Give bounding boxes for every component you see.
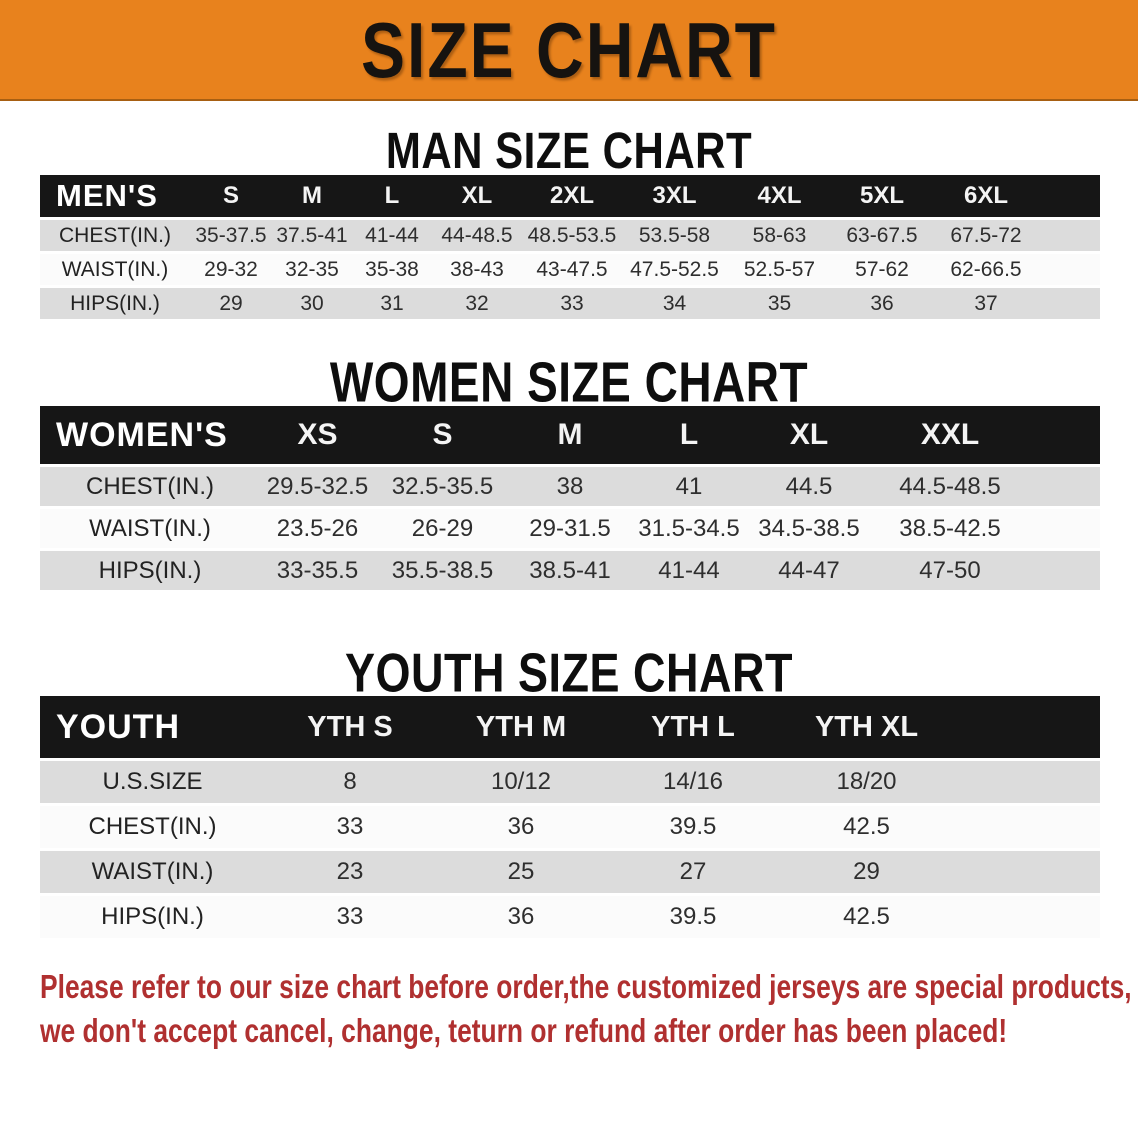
women-header-row bbox=[40, 406, 1100, 466]
size-value: 42.5 bbox=[779, 895, 954, 940]
size-value: 10/12 bbox=[435, 760, 607, 805]
column-header: YTH S bbox=[265, 696, 435, 760]
table-row bbox=[40, 895, 1100, 940]
column-header: L bbox=[352, 175, 432, 219]
column-header: YTH XL bbox=[779, 696, 954, 760]
filler-cell bbox=[1030, 550, 1100, 592]
size-value: 38.5-41 bbox=[510, 550, 630, 592]
table-row bbox=[40, 760, 1100, 805]
size-value: 29.5-32.5 bbox=[260, 466, 375, 508]
size-value: 44-47 bbox=[748, 550, 870, 592]
column-header: XL bbox=[748, 406, 870, 466]
disclaimer-line-1: Please refer to our size chart before order,the customized jerseys are special products, bbox=[40, 968, 1132, 1005]
size-value: 36 bbox=[435, 805, 607, 850]
size-value: 35-37.5 bbox=[190, 219, 272, 253]
section-title-youth bbox=[0, 641, 1138, 704]
size-value: 67.5-72 bbox=[932, 219, 1040, 253]
disclaimer-note bbox=[40, 965, 1138, 1053]
size-value: 29 bbox=[190, 287, 272, 321]
size-value: 23 bbox=[265, 850, 435, 895]
filler-cell bbox=[1030, 406, 1100, 466]
size-value: 44-48.5 bbox=[432, 219, 522, 253]
row-label: U.S.SIZE bbox=[40, 760, 265, 805]
disclaimer-line-2: we don't accept cancel, change, teturn or refund after order has been placed! bbox=[40, 1012, 1008, 1049]
filler-cell bbox=[954, 850, 1100, 895]
size-value: 38 bbox=[510, 466, 630, 508]
size-value: 48.5-53.5 bbox=[522, 219, 622, 253]
column-header: S bbox=[375, 406, 510, 466]
column-header: YTH M bbox=[435, 696, 607, 760]
men-size-table bbox=[40, 175, 1100, 322]
size-value: 33 bbox=[265, 895, 435, 940]
women-table-label: WOMEN'S bbox=[40, 406, 260, 466]
size-value: 32.5-35.5 bbox=[375, 466, 510, 508]
size-value: 37.5-41 bbox=[272, 219, 352, 253]
youth-header-row bbox=[40, 696, 1100, 760]
size-value: 44.5-48.5 bbox=[870, 466, 1030, 508]
size-value: 23.5-26 bbox=[260, 508, 375, 550]
size-value: 38-43 bbox=[432, 253, 522, 287]
youth-size-table bbox=[40, 696, 1100, 941]
filler-cell bbox=[954, 760, 1100, 805]
size-value: 27 bbox=[607, 850, 779, 895]
size-value: 36 bbox=[832, 287, 932, 321]
size-value: 32-35 bbox=[272, 253, 352, 287]
table-row bbox=[40, 508, 1100, 550]
filler-cell bbox=[954, 895, 1100, 940]
row-label: HIPS(IN.) bbox=[40, 895, 265, 940]
women-size-table bbox=[40, 406, 1100, 593]
size-value: 25 bbox=[435, 850, 607, 895]
table-row bbox=[40, 850, 1100, 895]
table-row bbox=[40, 219, 1100, 253]
size-value: 62-66.5 bbox=[932, 253, 1040, 287]
size-value: 57-62 bbox=[832, 253, 932, 287]
size-value: 14/16 bbox=[607, 760, 779, 805]
column-header: 6XL bbox=[932, 175, 1040, 219]
size-value: 30 bbox=[272, 287, 352, 321]
table-row bbox=[40, 550, 1100, 592]
filler-cell bbox=[954, 805, 1100, 850]
column-header: M bbox=[510, 406, 630, 466]
column-header: 5XL bbox=[832, 175, 932, 219]
size-value: 8 bbox=[265, 760, 435, 805]
size-value: 39.5 bbox=[607, 895, 779, 940]
size-value: 43-47.5 bbox=[522, 253, 622, 287]
filler-cell bbox=[1040, 219, 1100, 253]
size-value: 52.5-57 bbox=[727, 253, 832, 287]
size-value: 34.5-38.5 bbox=[748, 508, 870, 550]
row-label: CHEST(IN.) bbox=[40, 805, 265, 850]
size-value: 18/20 bbox=[779, 760, 954, 805]
column-header: M bbox=[272, 175, 352, 219]
size-value: 47-50 bbox=[870, 550, 1030, 592]
size-value: 26-29 bbox=[375, 508, 510, 550]
size-value: 41-44 bbox=[630, 550, 748, 592]
column-header: XS bbox=[260, 406, 375, 466]
size-value: 36 bbox=[435, 895, 607, 940]
row-label: CHEST(IN.) bbox=[40, 219, 190, 253]
size-value: 29 bbox=[779, 850, 954, 895]
table-row bbox=[40, 466, 1100, 508]
banner-title: SIZE CHART bbox=[361, 5, 777, 94]
table-row bbox=[40, 287, 1100, 321]
youth-table-label: YOUTH bbox=[40, 696, 265, 760]
size-value: 34 bbox=[622, 287, 727, 321]
filler-cell bbox=[1030, 466, 1100, 508]
banner bbox=[0, 0, 1138, 101]
filler-cell bbox=[1030, 508, 1100, 550]
column-header: 3XL bbox=[622, 175, 727, 219]
size-value: 47.5-52.5 bbox=[622, 253, 727, 287]
column-header: XXL bbox=[870, 406, 1030, 466]
filler-cell bbox=[954, 696, 1100, 760]
section-title-man bbox=[0, 121, 1138, 180]
size-value: 42.5 bbox=[779, 805, 954, 850]
table-row bbox=[40, 805, 1100, 850]
size-value: 37 bbox=[932, 287, 1040, 321]
table-row bbox=[40, 253, 1100, 287]
size-value: 39.5 bbox=[607, 805, 779, 850]
size-value: 41-44 bbox=[352, 219, 432, 253]
size-value: 38.5-42.5 bbox=[870, 508, 1030, 550]
size-value: 29-32 bbox=[190, 253, 272, 287]
size-value: 41 bbox=[630, 466, 748, 508]
row-label: HIPS(IN.) bbox=[40, 550, 260, 592]
row-label: WAIST(IN.) bbox=[40, 508, 260, 550]
men-table-label: MEN'S bbox=[40, 175, 190, 219]
column-header: YTH L bbox=[607, 696, 779, 760]
size-value: 33-35.5 bbox=[260, 550, 375, 592]
size-value: 33 bbox=[522, 287, 622, 321]
section-title-man-text: MAN SIZE CHART bbox=[385, 121, 753, 180]
size-value: 31 bbox=[352, 287, 432, 321]
column-header: L bbox=[630, 406, 748, 466]
row-label: HIPS(IN.) bbox=[40, 287, 190, 321]
size-value: 29-31.5 bbox=[510, 508, 630, 550]
row-label: CHEST(IN.) bbox=[40, 466, 260, 508]
size-value: 35-38 bbox=[352, 253, 432, 287]
size-value: 44.5 bbox=[748, 466, 870, 508]
column-header: S bbox=[190, 175, 272, 219]
filler-cell bbox=[1040, 175, 1100, 219]
row-label: WAIST(IN.) bbox=[40, 850, 265, 895]
size-value: 58-63 bbox=[727, 219, 832, 253]
size-value: 33 bbox=[265, 805, 435, 850]
section-title-youth-text: YOUTH SIZE CHART bbox=[344, 641, 793, 704]
column-header: 4XL bbox=[727, 175, 832, 219]
section-title-women bbox=[0, 350, 1138, 414]
row-label: WAIST(IN.) bbox=[40, 253, 190, 287]
filler-cell bbox=[1040, 253, 1100, 287]
column-header: XL bbox=[432, 175, 522, 219]
size-value: 35.5-38.5 bbox=[375, 550, 510, 592]
size-value: 35 bbox=[727, 287, 832, 321]
size-value: 53.5-58 bbox=[622, 219, 727, 253]
column-header: 2XL bbox=[522, 175, 622, 219]
size-value: 63-67.5 bbox=[832, 219, 932, 253]
men-header-row bbox=[40, 175, 1100, 219]
size-value: 32 bbox=[432, 287, 522, 321]
section-title-women-text: WOMEN SIZE CHART bbox=[329, 350, 809, 414]
filler-cell bbox=[1040, 287, 1100, 321]
size-value: 31.5-34.5 bbox=[630, 508, 748, 550]
